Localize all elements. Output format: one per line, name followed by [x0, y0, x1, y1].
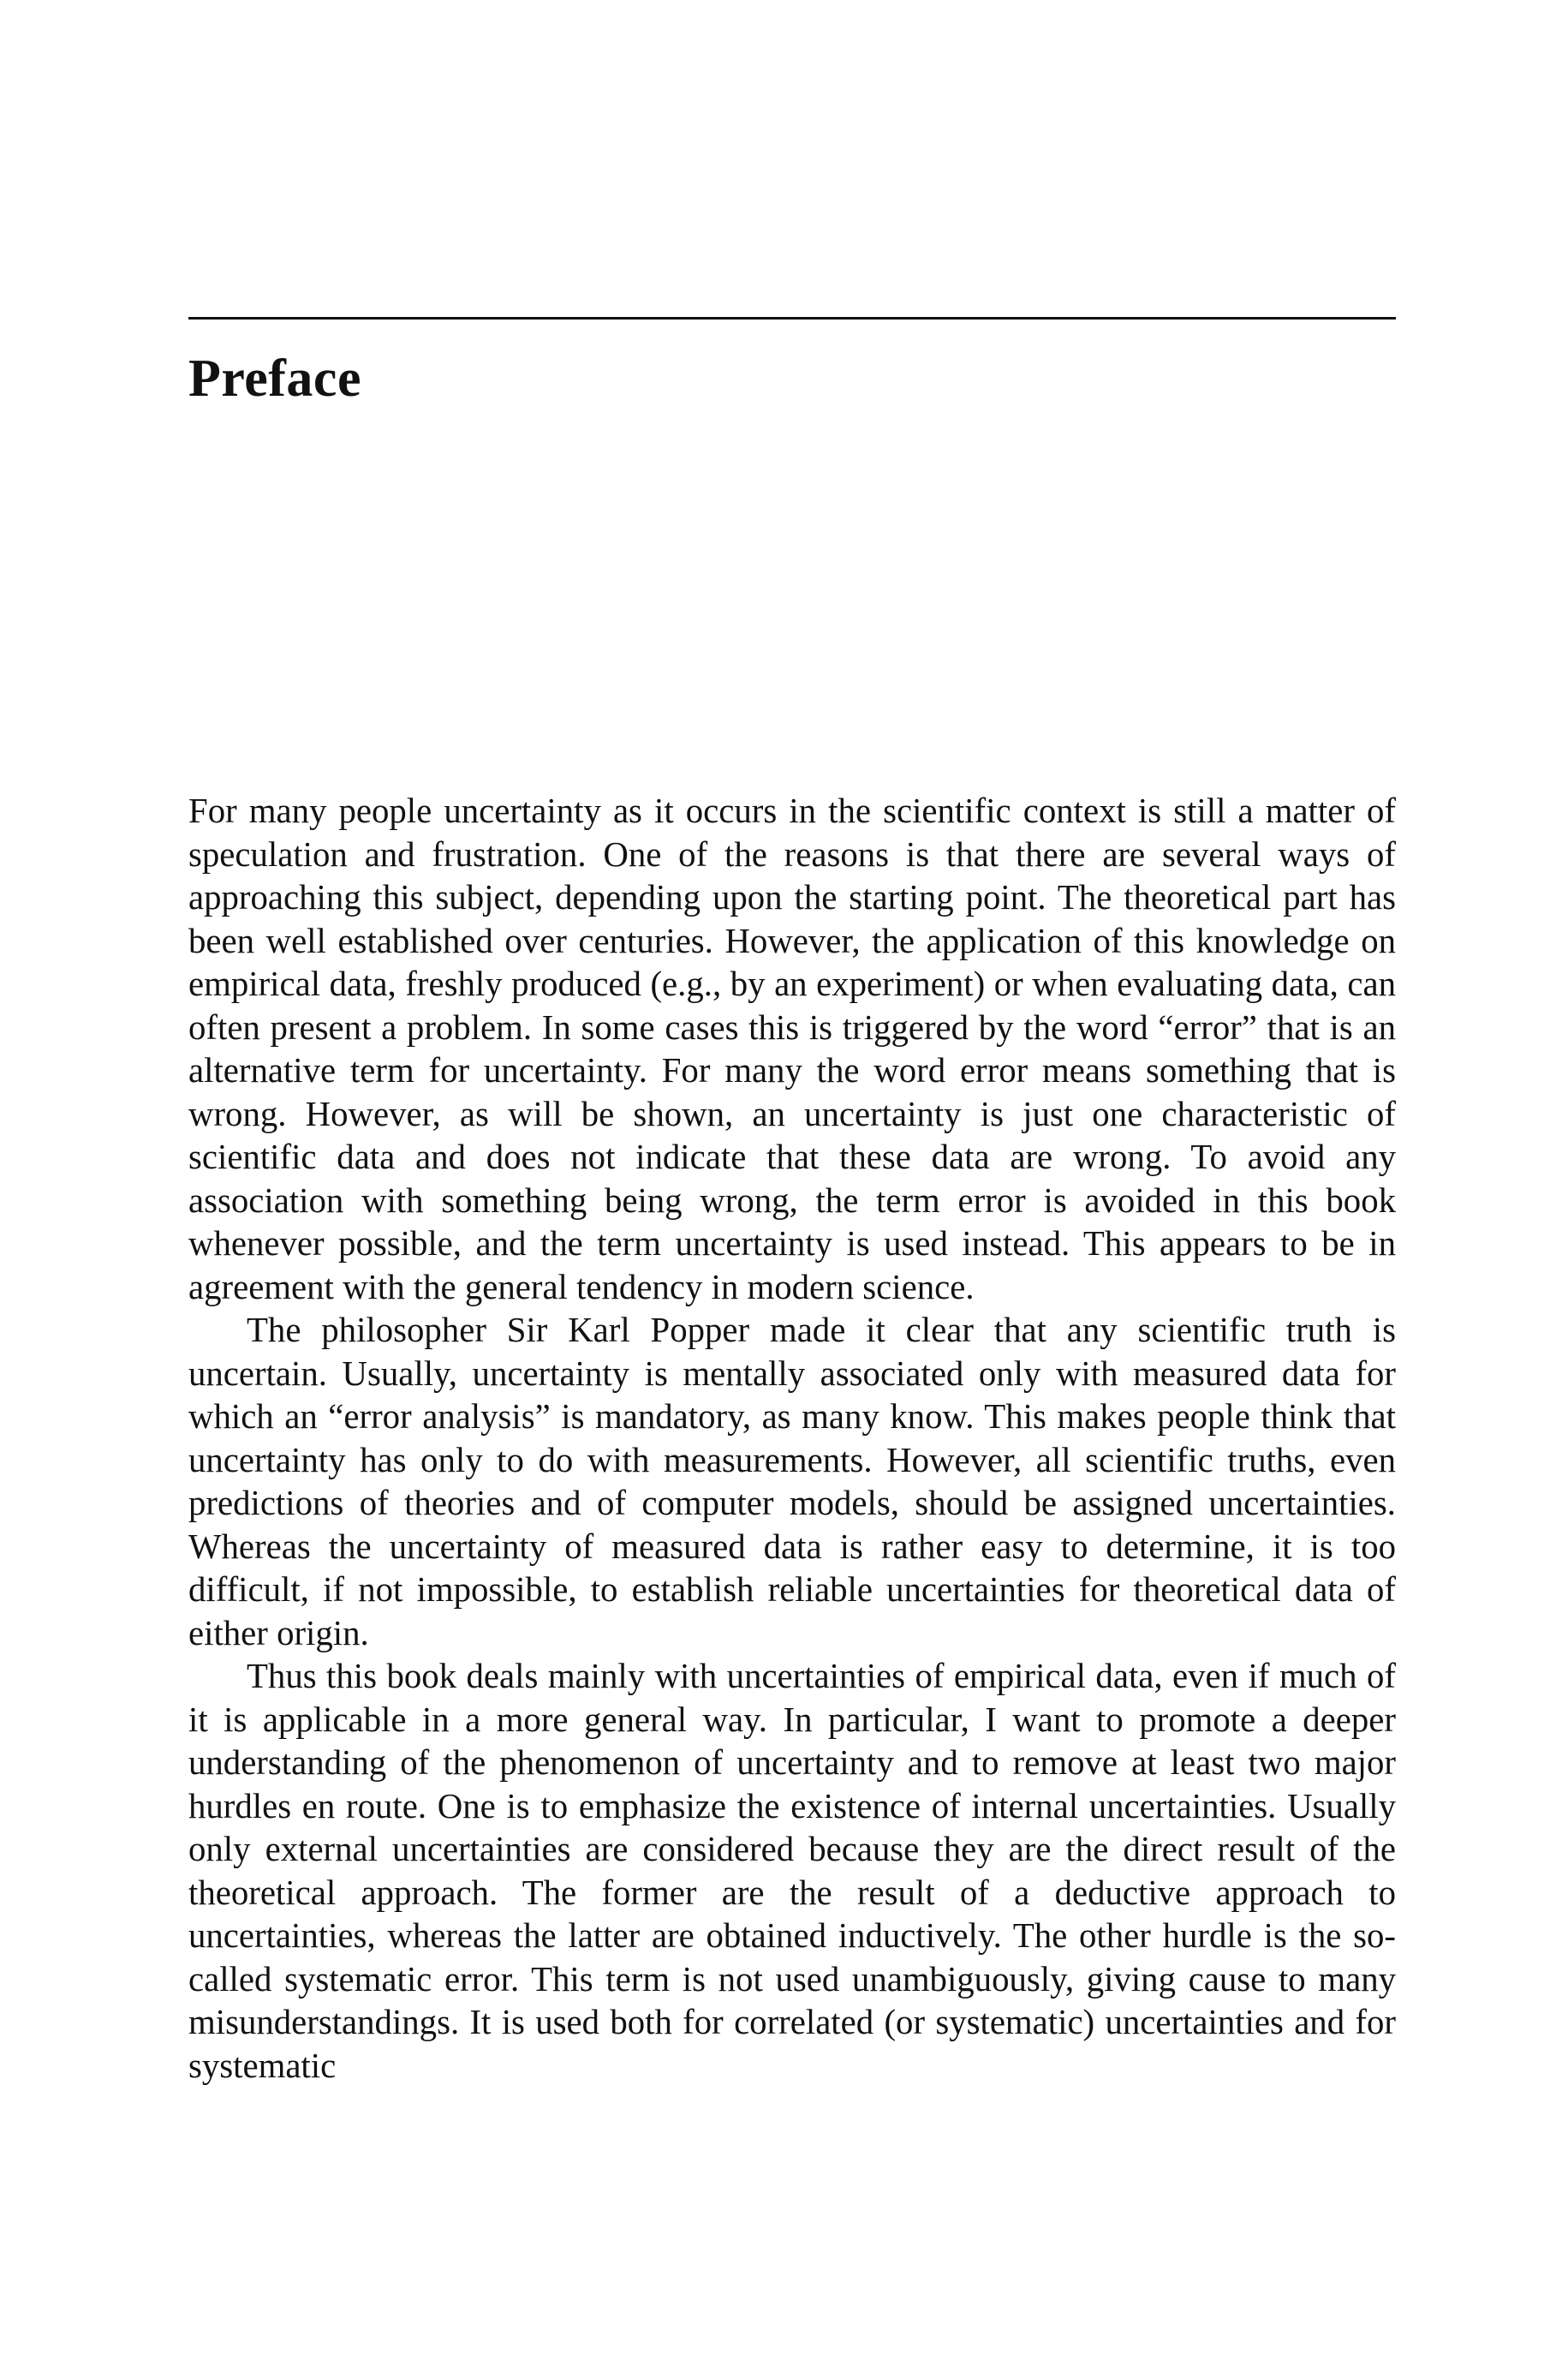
paragraph: The philosopher Sir Karl Popper made it clear that any scientific truth is uncertain. Usually, uncertainty is mentally associated only with measured data for which an “error analysis” is mandatory, as many know. This makes people think that uncertainty has only to do with measurements. However, all scientific truths, even predictions of theories and of computer models, should be assigned uncertainties. Whereas the uncertainty of measured data is rather easy to determine, it is too difficult, if not impossible, to establish reliable uncertainties for theoretical data of either origin. — [188, 1311, 1396, 1652]
chapter-rule — [188, 317, 1396, 320]
chapter-title: Preface — [188, 350, 361, 408]
paragraph: Thus this book deals mainly with uncertainties of empirical data, even if much of it is applicable in a more general way. In particular, I want to promote a deeper understanding of the phenomenon of uncertainty and to remove at least two major hurdles en route. One is to emphasize the existence of internal uncertainties. Usually only external uncertainties are considered because they are the direct result of the theoretical approach. The former are the result of a deductive approach to uncertainties, whereas the latter are obtained inductively. The other hurdle is the so-called systematic error. This term is not used unambiguously, giving cause to many misunderstandings. It is used both for correlated (or systematic) uncertainties and for systematic — [188, 1657, 1396, 2085]
preface-body — [188, 790, 1396, 2088]
paragraph: For many people uncertainty as it occurs in the scientific context is still a matter of speculation and frustration. One of the reasons is that there are several ways of approaching this subject, depending upon the starting point. The theoretical part has been well established over centuries. However, the application of this knowledge on empirical data, freshly produced (e.g., by an experiment) or when evaluating data, can often present a problem. In some cases this is triggered by the word “error” that is an alternative term for uncertainty. For many the word error means something that is wrong. However, as will be shown, an uncertainty is just one characteristic of scientific data and does not indicate that these data are wrong. To avoid any association with something being wrong, the term error is avoided in this book whenever possible, and the term uncertainty is used instead. This appears to be in agreement with the general tendency in modern science. — [188, 792, 1396, 1306]
